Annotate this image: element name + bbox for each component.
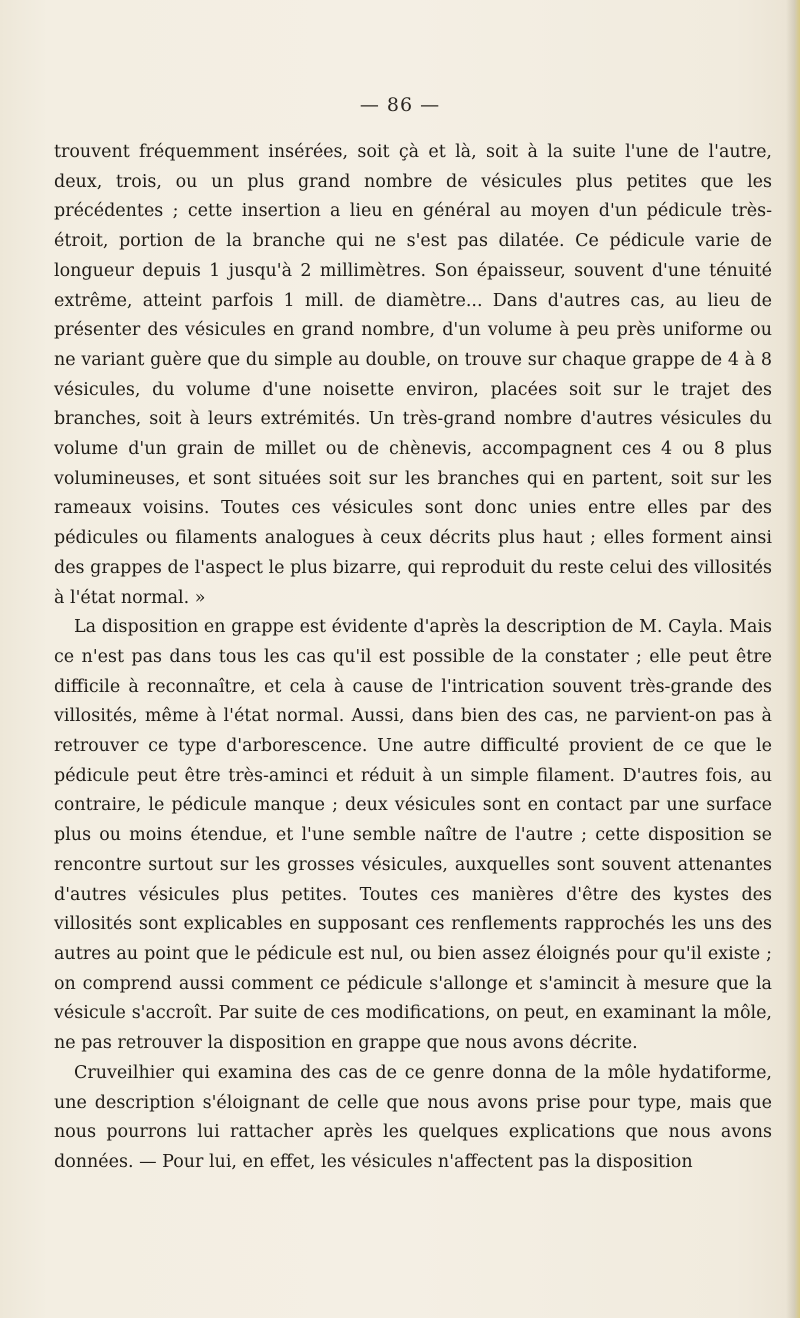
paragraph-cayla: La disposition en grappe est évidente d'après la description de M. Cayla. Mais ce n'est pas dans tous les cas qu'il est possible de la constater ; elle peut être difficile à reconnaître, et cela à cause de l'intrication souvent très-grande des villosités, même à l'état normal. Aussi, dans bien des cas, ne parvient-on pas à retrouver ce type d'arborescence. Une autre difficulté provient de ce que le pédicule peut être très-aminci et réduit à un simple filament. D'autres fois, au contraire, le pédicule manque ; deux vésicules sont en contact par une surface plus ou moins étendue, et l'une semble naître de l'autre ; cette disposition se rencontre surtout sur les grosses vésicules, auxquelles sont souvent attenantes d'autres vésicules plus petites. Toutes ces manières d'être des kystes des villosités sont explicables en supposant ces renflements rapprochés les uns des autres au point que le pédicule est nul, ou bien assez éloignés pour qu'il existe ; on comprend aussi comment ce pédicule s'allonge et s'amincit à mesure que la vésicule s'accroît. Par suite de ces modifications, on peut, en examinant la môle, ne pas retrouver la disposition en grappe que nous avons décrite.: [54, 617, 772, 1054]
body-text: [54, 138, 772, 1178]
page-edge-shadow: [786, 0, 800, 1318]
page-number: — 86 —: [359, 94, 441, 116]
paragraph-cruveilhier: Cruveilhier qui examina des cas de ce genre donna de la môle hydatiforme, une description s'éloignant de celle que nous avons prise pour type, mais que nous pourrons lui rattacher après les quelques explications que nous avons données. — Pour lui, en effet, les vésicules n'affectent pas la disposition: [54, 1062, 772, 1172]
paragraph-continuation: trouvent fréquemment insérées, soit çà et là, soit à la suite l'une de l'autre, deux, trois, ou un plus grand nombre de vésicules plus petites que les précédentes ; cette insertion a lieu en général au moyen d'un pédicule très-étroit, portion de la branche qui ne s'est pas dilatée. Ce pédicule varie de longueur depuis 1 jusqu'à 2 millimètres. Son épaisseur, souvent d'une ténuité extrême, atteint parfois 1 mill. de diamètre... Dans d'autres cas, au lieu de présenter des vésicules en grand nombre, d'un volume à peu près uniforme ou ne variant guère que du simple au double, on trouve sur chaque grappe de 4 à 8 vésicules, du volume d'une noisette environ, placées soit sur le trajet des branches, soit à leurs extrémités. Un très-grand nombre d'autres vésicules du volume d'un grain de millet ou de chènevis, accompagnent ces 4 ou 8 plus volumineuses, et sont situées soit sur les branches qui en partent, soit sur les rameaux voisins. Toutes ces vésicules sont donc unies entre elles par des pédicules ou filaments analogues à ceux décrits plus haut ; elles forment ainsi des grappes de l'aspect le plus bizarre, qui reproduit du reste celui des villosités à l'état normal. »: [54, 142, 772, 608]
